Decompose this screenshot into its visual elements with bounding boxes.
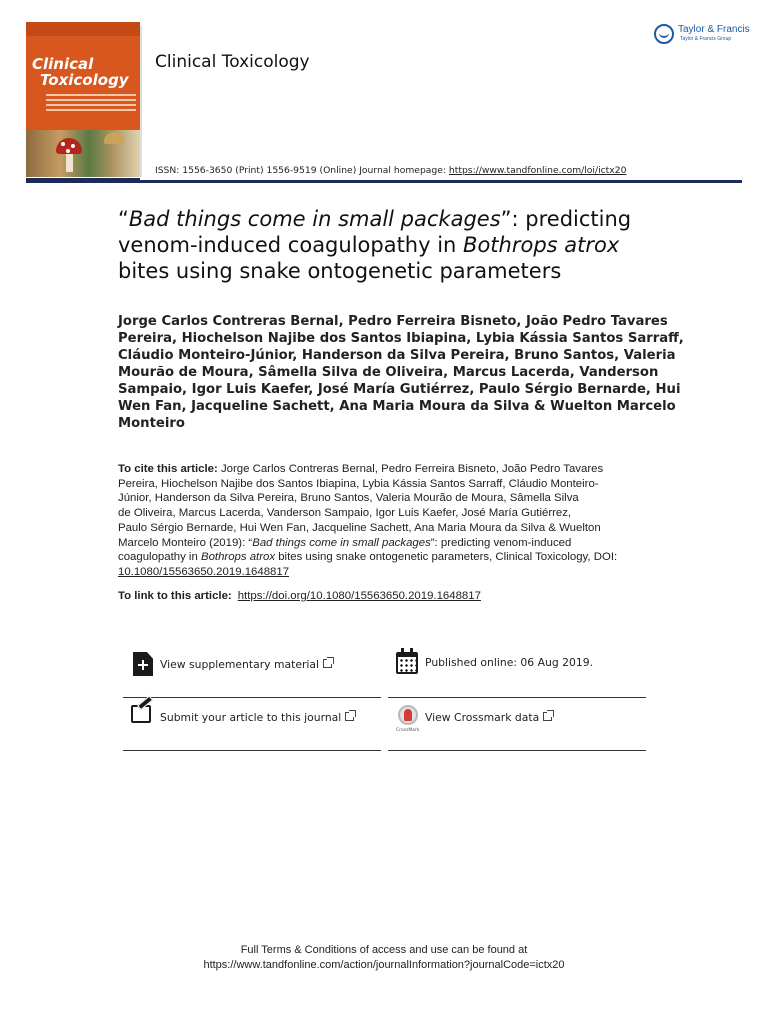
cover-title-line: Toxicology xyxy=(40,71,129,89)
citation-line: Paulo Sérgio Bernarde, Hui Wen Fan, Jacqueline Sachett, Ana Maria Moura da Silva & Wuelton xyxy=(118,521,601,534)
document-add-icon xyxy=(129,648,153,674)
footer-terms-url[interactable]: https://www.tandfonline.com/action/journalInformation?journalCode=ictx20 xyxy=(203,959,565,971)
citation-line: de Oliveira, Marcus Lacerda, Vanderson Sampaio, Igor Luis Kaefer, José María Gutiérrez, xyxy=(118,507,572,520)
crossmark-badge-text: CrossMark xyxy=(396,728,420,733)
crossmark-label: View Crossmark data xyxy=(425,711,540,724)
terms-footer xyxy=(0,943,768,973)
article-title xyxy=(118,206,678,284)
citation-doi-link[interactable]: 10.1080/15563650.2019.1648817 xyxy=(118,565,290,578)
author-line: Wen Fan, Jacqueline Sachett, Ana Maria Moura da Silva & Wuelton Marcelo xyxy=(118,399,676,414)
author-line: Cláudio Monteiro-Júnior, Handerson da Silva Pereira, Bruno Santos, Valeria xyxy=(118,348,676,363)
publisher-group: Taylor & Francis Group xyxy=(680,36,732,42)
submit-article-button[interactable] xyxy=(123,699,381,751)
submit-label: Submit your article to this journal xyxy=(160,711,342,724)
author-line: Mourão de Moura, Sâmella Silva de Oliveira, Marcus Lacerda, Vanderson xyxy=(118,365,659,380)
citation-line: Marcelo Monteiro (2019): “Bad things come in small packages”: predicting venom-induced xyxy=(118,536,572,549)
link-label: To link to this article: xyxy=(118,590,232,602)
journal-title: Clinical Toxicology xyxy=(155,52,310,72)
title-line: bites using snake ontogenetic parameters xyxy=(118,259,562,283)
cover-title xyxy=(32,56,129,88)
title-line: venom-induced coagulopathy in Bothrops atrox xyxy=(118,233,620,257)
taylor-francis-logo-icon xyxy=(654,24,674,44)
author-line: Pereira, Hiochelson Najibe dos Santos Ibiapina, Lybia Kássia Santos Sarraff, xyxy=(118,331,684,346)
publisher-logo[interactable] xyxy=(654,22,750,46)
citation-line: To cite this article: Jorge Carlos Contreras Bernal, Pedro Ferreira Bisneto, João Pedro Tavares xyxy=(118,463,604,475)
title-quote-emphasis: Bad things come in small packages xyxy=(128,207,501,231)
citation-label: To cite this article: xyxy=(118,463,218,475)
citation-line: Pereira, Hiochelson Najibe dos Santos Ibiapina, Lybia Kássia Santos Sarraff, Cláudio Monteiro- xyxy=(118,477,599,490)
cover-edge xyxy=(140,26,142,177)
calendar-icon xyxy=(394,648,418,674)
external-link-icon xyxy=(543,712,552,721)
published-online-info xyxy=(388,646,646,698)
cover-top-stripe xyxy=(26,22,140,36)
footer-line: Full Terms & Conditions of access and use can be found at xyxy=(240,944,528,956)
author-line: Sampaio, Igor Luis Kaefer, José María Gutiérrez, Paulo Sérgio Bernarde, Hui xyxy=(118,382,681,397)
header-divider xyxy=(26,180,742,183)
title-species-emphasis: Bothrops atrox xyxy=(463,233,620,257)
article-link-line xyxy=(118,590,481,602)
supplementary-label: View supplementary material xyxy=(160,658,320,671)
citation-line: Júnior, Handerson da Silva Pereira, Bruno Santos, Valeria Mourão de Moura, Sâmella Silva xyxy=(118,492,579,505)
supplementary-material-button[interactable] xyxy=(123,646,381,698)
publisher-name: Taylor & Francis xyxy=(678,24,750,35)
issn-line xyxy=(155,165,626,176)
external-link-icon xyxy=(345,712,354,721)
crossmark-icon xyxy=(394,701,420,733)
citation-line: coagulopathy in Bothrops atrox bites using snake ontogenetic parameters, Clinical Toxicology, DOI: xyxy=(118,551,618,564)
cover-fine-print xyxy=(46,94,136,124)
title-line: “Bad things come in small packages”: predicting xyxy=(118,207,632,231)
external-link-icon xyxy=(323,659,332,668)
cover-title-line: Clinical xyxy=(32,55,94,73)
citation-block xyxy=(118,462,658,580)
article-doi-url[interactable]: https://doi.org/10.1080/15563650.2019.1648817 xyxy=(237,590,481,602)
edit-icon xyxy=(129,701,153,727)
journal-homepage-link[interactable]: https://www.tandfonline.com/loi/ictx20 xyxy=(448,165,627,176)
issn-text: ISSN: 1556-3650 (Print) 1556-9519 (Online) Journal homepage: xyxy=(155,165,449,176)
cover-photo xyxy=(26,130,140,177)
author-line: Jorge Carlos Contreras Bernal, Pedro Ferreira Bisneto, João Pedro Tavares xyxy=(118,314,668,329)
author-line: Monteiro xyxy=(118,416,185,431)
author-list xyxy=(118,313,684,432)
published-date: Published online: 06 Aug 2019. xyxy=(425,656,594,669)
crossmark-button[interactable] xyxy=(388,699,646,751)
journal-cover-image xyxy=(26,22,140,177)
